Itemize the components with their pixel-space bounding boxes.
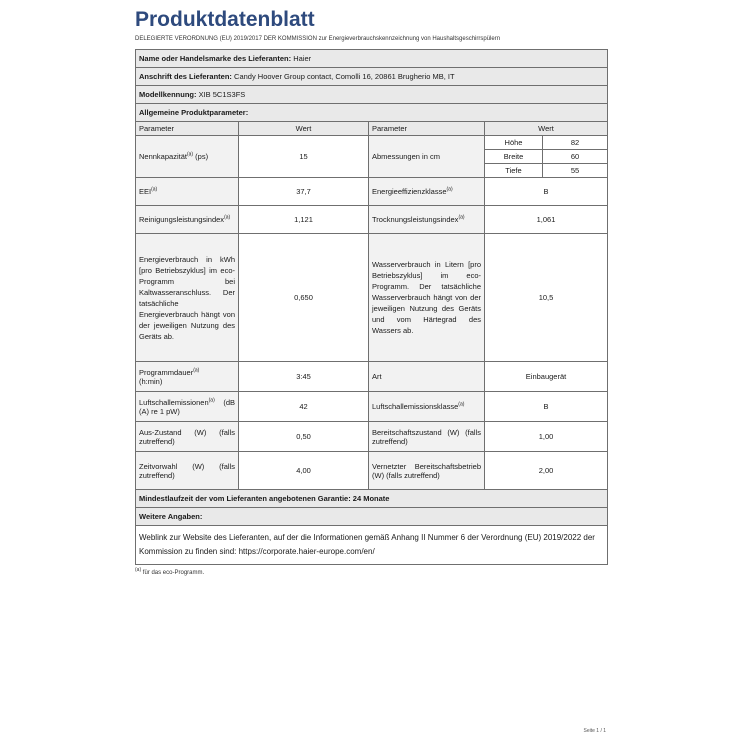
footnote-mark: (a) xyxy=(151,186,158,193)
power-off-row xyxy=(136,422,608,452)
noise-unit: (dB (A) re 1 pW) xyxy=(139,397,235,416)
noiseclass-label: Luftschallemissionsklasse xyxy=(372,402,459,411)
standby-label: Bereitschaftszustand (W) (falls zutreffend) xyxy=(369,422,485,452)
supplier-name-row xyxy=(136,50,608,68)
warranty-row xyxy=(136,490,608,508)
eei-label: EEI xyxy=(139,187,152,196)
width-label: Breite xyxy=(485,150,543,164)
dry-label-cell xyxy=(369,206,485,234)
footnote-mark: (a) xyxy=(446,186,453,193)
eclass-value: B xyxy=(485,178,608,206)
header-row xyxy=(136,122,608,136)
off-value: 0,50 xyxy=(239,422,369,452)
capacity-value: 15 xyxy=(239,136,369,178)
regulation-line: DELEGIERTE VERORDNUNG (EU) 2019/2017 DER KOMMISSION zur Energieverbrauchskennzeichnung von Haushaltsgeschirrspülern xyxy=(135,36,501,42)
header-param-1: Parameter xyxy=(136,122,239,136)
dry-value: 1,061 xyxy=(485,206,608,234)
eei-label-cell xyxy=(136,178,239,206)
footnote-mark: (a) xyxy=(458,401,465,408)
clean-label-cell xyxy=(136,206,239,234)
depth-label: Tiefe xyxy=(485,164,543,178)
height-value: 82 xyxy=(543,136,608,150)
footnote-mark: (a) xyxy=(186,151,194,158)
general-params-label: Allgemeine Produktparameter: xyxy=(139,108,249,117)
duration-value: 3:45 xyxy=(239,362,369,392)
footnote-mark: (a) xyxy=(208,397,215,403)
delay-row xyxy=(136,452,608,490)
type-value: Einbaugerät xyxy=(485,362,608,392)
noise-value: 42 xyxy=(239,392,369,422)
noise-row xyxy=(136,392,608,422)
off-label: Aus-Zustand (W) (falls zutreffend) xyxy=(136,422,239,452)
width-value: 60 xyxy=(543,150,608,164)
model-value: XIB 5C1S3FS xyxy=(198,90,246,99)
noise-label: Luftschallemissionen xyxy=(139,397,209,407)
warranty-value: 24 Monate xyxy=(352,494,390,503)
depth-value: 55 xyxy=(543,164,608,178)
footnote xyxy=(135,567,607,576)
delay-label: Zeitvorwahl (W) (falls zutreffend) xyxy=(136,452,239,490)
water-label: Wasserverbrauch in Litern [pro Betriebszyklus] im eco-Programm. Der tatsächliche Wasserverbrauch hängt von der jeweiligen Nutzung des Geräts und vom Härtegrad des Wassers ab. xyxy=(369,234,485,362)
header-value-2: Wert xyxy=(485,122,608,136)
supplier-address-value: Candy Hoover Group contact, Comolli 16, 20861 Brugherio MB, IT xyxy=(234,72,455,81)
footnote-mark: (a) xyxy=(458,214,465,221)
footnote-text: für das eco-Programm. xyxy=(142,570,205,576)
eclass-label-cell xyxy=(369,178,485,206)
footnote-mark: (a) xyxy=(224,214,231,221)
supplier-address-row xyxy=(136,68,608,86)
general-params-row xyxy=(136,104,608,122)
clean-value: 1,121 xyxy=(239,206,369,234)
capacity-label: Nennkapazität xyxy=(139,152,187,161)
model-label: Modellkennung: xyxy=(139,90,197,99)
water-value: 10,5 xyxy=(485,234,608,362)
consumption-row xyxy=(136,234,608,362)
model-row xyxy=(136,86,608,104)
height-label: Höhe xyxy=(485,136,543,150)
header-value-1: Wert xyxy=(239,122,369,136)
dimensions-label: Abmessungen in cm xyxy=(369,136,485,178)
supplier-name-value: Haier xyxy=(293,54,312,63)
eei-value: 37,7 xyxy=(239,178,369,206)
weblink-text: Weblink zur Website des Lieferanten, auf der die Informationen gemäß Anhang II Nummer 6 der Verordnung (EU) 2019/2022 der Kommission zu finden sind: https://corporate.haier-europe.com/en/ xyxy=(136,526,608,565)
noiseclass-label-cell xyxy=(369,392,485,422)
page-title: Produktdatenblatt xyxy=(135,8,315,31)
supplier-address-label: Anschrift des Lieferanten: xyxy=(139,72,232,81)
further-info-row xyxy=(136,508,608,526)
page-number: Seite 1 / 1 xyxy=(583,728,606,734)
clean-label: Reinigungsleistungsindex xyxy=(139,215,225,224)
eclass-label: Energieeffizienzklasse xyxy=(372,187,447,196)
duration-label: Programmdauer xyxy=(139,367,194,377)
eei-row xyxy=(136,178,608,206)
footnote-mark: (a) xyxy=(135,567,142,573)
warranty-label: Mindestlaufzeit der vom Lieferanten angebotenen Garantie: xyxy=(139,494,351,503)
dry-label: Trocknungsleistungsindex xyxy=(372,215,459,224)
energy-label: Energieverbrauch in kWh [pro Betriebszyklus] im eco-Programm bei Kaltwasseranschluss. Der tatsächliche Energieverbrauch hängt von der jeweiligen Nutzung des Geräts ab. xyxy=(136,234,239,362)
noiseclass-value: B xyxy=(485,392,608,422)
supplier-name-label: Name oder Handelsmarke des Lieferanten: xyxy=(139,54,292,63)
cleaning-row xyxy=(136,206,608,234)
duration-label-cell xyxy=(136,362,239,392)
energy-value: 0,650 xyxy=(239,234,369,362)
networked-value: 2,00 xyxy=(485,452,608,490)
capacity-row xyxy=(136,136,608,150)
product-data-sheet xyxy=(135,8,607,576)
duration-unit: (h:min) xyxy=(139,376,163,386)
duration-row xyxy=(136,362,608,392)
standby-value: 1,00 xyxy=(485,422,608,452)
capacity-unit: (ps) xyxy=(195,152,209,161)
data-table xyxy=(135,49,608,565)
networked-label: Vernetzter Bereitschaftsbetrieb (W) (falls zutreffend) xyxy=(369,452,485,490)
delay-value: 4,00 xyxy=(239,452,369,490)
header-param-2: Parameter xyxy=(369,122,485,136)
type-label: Art xyxy=(369,362,485,392)
capacity-label-cell xyxy=(136,136,239,178)
weblink-row xyxy=(136,526,608,565)
noise-label-cell xyxy=(136,392,239,422)
footnote-mark: (a) xyxy=(193,367,200,373)
further-label: Weitere Angaben: xyxy=(139,512,203,521)
